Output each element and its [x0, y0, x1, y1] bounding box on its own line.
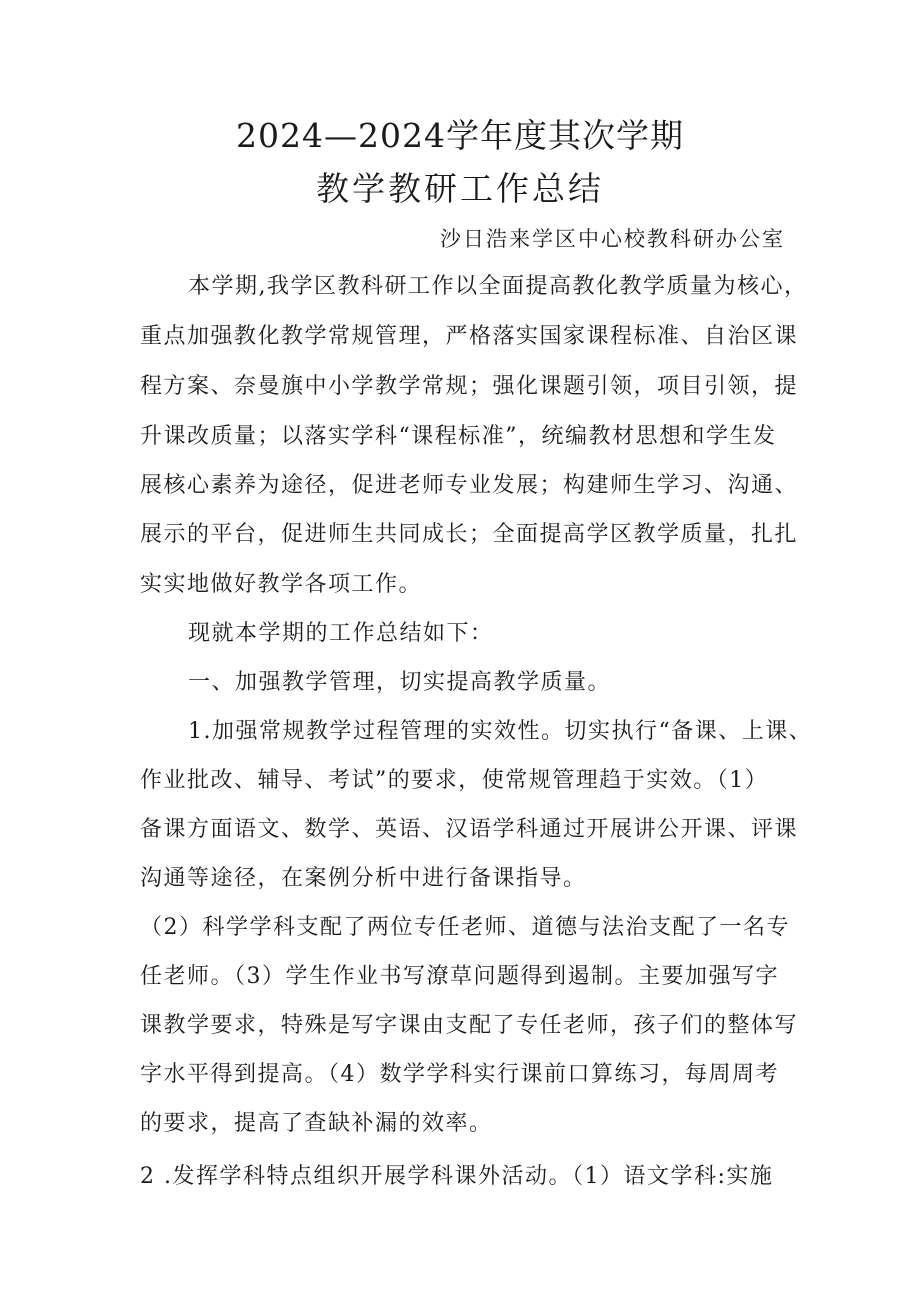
paragraph-line: 任老师。（3）学生作业书写潦草问题得到遏制。主要加强写字: [140, 964, 779, 989]
paragraph-line: 展核心素养为途径，促进老师专业发展；构建师生学习、沟通、: [140, 473, 799, 498]
paragraph-line: 的要求，提高了查缺补漏的效率。: [140, 1111, 493, 1136]
paragraph-line: 本学期,我学区教科研工作以全面提高教化教学质量为核心，: [188, 274, 808, 299]
paragraph-line: 实实地做好教学各项工作。: [140, 572, 423, 597]
paragraph-line: 备课方面语文、数学、英语、汉语学科通过开展讲公开课、评课: [140, 817, 799, 842]
paragraph-line: 升课改质量；以落实学科“课程标准”，统编教材思想和学生发: [140, 424, 777, 449]
paragraph-line: 课教学要求，特殊是写字课由支配了专任老师，孩子们的整体写: [140, 1013, 799, 1038]
paragraph-line: 展示的平台，促进师生共同成长；全面提高学区教学质量，扎扎: [140, 522, 799, 547]
paragraph-line: 现就本学期的工作总结如下：: [188, 621, 494, 646]
document-author: 沙日浩来学区中心校教科研办公室: [440, 227, 785, 251]
paragraph-line: 沟通等途径，在案例分析中进行备课指导。: [140, 866, 587, 891]
paragraph-line: 2 .发挥学科特点组织开展学科课外活动。（1）语文学科:实施: [140, 1164, 774, 1189]
document-title-line-1: 2024—2024学年度其次学期: [236, 116, 684, 155]
paragraph-line: 重点加强教化教学常规管理，严格落实国家课程标准、自治区课: [140, 324, 799, 349]
paragraph-line: 1.加强常规教学过程管理的实效性。切实执行“备课、上课、: [188, 719, 813, 744]
paragraph-line: 程方案、奈曼旗中小学教学常规；强化课题引领，项目引领，提: [140, 374, 799, 399]
paragraph-line: 字水平得到提高。（4）数学学科实行课前口算练习，每周周考: [140, 1062, 779, 1087]
paragraph-line: 作业批改、辅导、考试”的要求，使常规管理趋于实效。（1）: [140, 768, 769, 793]
document-title-line-2: 教学教研工作总结: [316, 169, 604, 208]
section-heading: 一、加强教学管理，切实提高教学质量。: [188, 670, 612, 695]
paragraph-line: （2）科学学科支配了两位专任老师、道德与法治支配了一名专: [140, 915, 790, 940]
